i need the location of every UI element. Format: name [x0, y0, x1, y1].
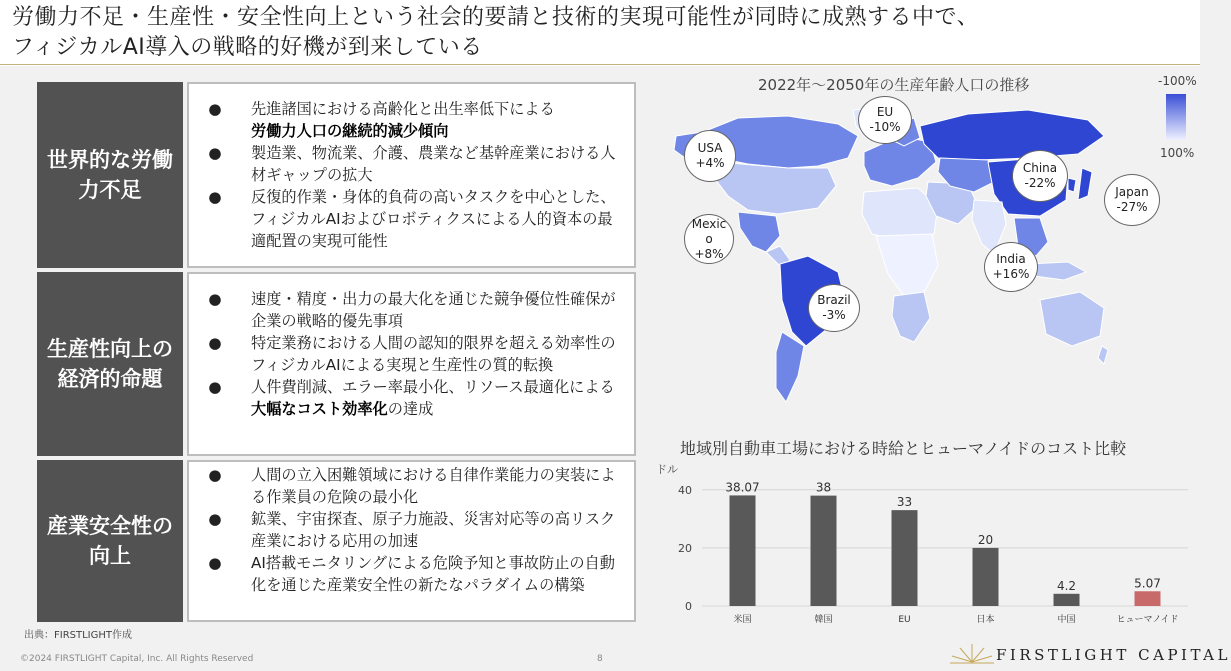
y-tick-label: 40	[678, 483, 692, 497]
bullet-item	[189, 98, 634, 142]
map-legend-top-label: -100%	[1158, 74, 1197, 88]
bullet-text: 人件費削減、エラー率最小化、リソース最適化による	[251, 378, 615, 396]
bubble-region-value: -27%	[1116, 200, 1148, 214]
bullet-text: 人間の立入困難領域における自律作業能力の実装による作業員の危険の最小化	[251, 466, 616, 506]
bullet-text: 先進諸国における高齢化と出生率低下による	[251, 100, 555, 118]
x-category-label: 日本	[976, 615, 995, 625]
row-label-labor-shortage	[37, 82, 183, 268]
bar-value-label: 38	[815, 480, 832, 495]
chart-title: 地域別自動車工場における時給とヒューマノイドのコスト比較	[680, 439, 1127, 458]
bubble-region-name: Mexico	[691, 216, 727, 246]
bullet-list	[189, 98, 634, 252]
map-legend-gradient	[1166, 94, 1186, 140]
row-label-safety	[37, 460, 183, 622]
row-label-text: 世界的な労働力不足	[47, 148, 173, 202]
bullet-dot: ●	[208, 100, 222, 118]
bullet-dot: ●	[208, 554, 222, 572]
x-category-label: 韓国	[814, 615, 833, 625]
y-tick-label: 0	[685, 600, 692, 613]
bullet-item	[189, 508, 634, 552]
map-region-new-zealand	[1098, 346, 1108, 364]
bubble-region-name: Brazil	[817, 293, 851, 307]
x-category-label: 中国	[1057, 615, 1076, 625]
bullet-text: 製造業、物流業、介護、農業など基幹産業における人材ギャップの拡大	[251, 144, 616, 184]
map-region-australia	[1040, 292, 1104, 346]
bullet-bold-text: 大幅なコスト効率化	[251, 400, 388, 418]
cost-comparison-bar-chart	[652, 476, 1192, 626]
bullet-text: 速度・精度・出力の最大化を通じた競争優位性確保が企業の戦略的優先事項	[251, 290, 616, 330]
source-note: 出典：FIRSTLIGHT作成	[24, 630, 133, 641]
bullet-item	[189, 288, 634, 332]
bullet-text: 反復的作業・身体的負荷の高いタスクを中心とした、フィジカルAIおよびロボティクスによる人的資本の最適配置の実現可能性	[251, 188, 616, 250]
page-number: 8	[597, 654, 603, 664]
map-region-mexico	[738, 212, 780, 252]
bullet-text: の達成	[387, 400, 434, 418]
bullet-item	[189, 552, 634, 596]
bubble-region-value: -3%	[822, 308, 846, 322]
map-region-russia	[920, 110, 1104, 160]
bullet-dot: ●	[208, 510, 222, 528]
map-bubble-china	[1012, 150, 1068, 202]
map-bubble-india	[984, 242, 1038, 292]
x-category-label: EU	[898, 615, 911, 625]
copyright-text: ©2024 FIRSTLIGHT Capital, Inc. All Rights Reserved	[20, 654, 254, 664]
bubble-region-value: +16%	[992, 267, 1030, 281]
chart-bar	[1054, 594, 1080, 606]
map-bubble-usa	[684, 130, 736, 182]
bar-value-label: 38.07	[725, 480, 760, 495]
bullet-dot: ●	[208, 144, 222, 162]
bullet-dot: ●	[208, 290, 222, 308]
bullet-list	[189, 288, 634, 420]
bullet-item	[189, 186, 634, 252]
row-label-productivity	[37, 272, 183, 456]
bullet-item	[189, 464, 634, 508]
slide-title-line-1: 労働力不足・生産性・安全性向上という社会的要請と技術的実現可能性が同時に成熟する中で、	[12, 5, 980, 30]
bullet-dot: ●	[208, 188, 222, 206]
bullet-dot: ●	[208, 378, 222, 396]
chart-bar	[811, 496, 837, 606]
bullet-item	[189, 376, 634, 420]
bubble-region-value: -10%	[869, 120, 901, 134]
header	[0, 0, 1200, 66]
bar-value-label: 20	[977, 532, 994, 547]
bubble-region-name: USA	[697, 141, 723, 155]
map-bubble-eu	[858, 96, 912, 144]
bar-value-label: 4.2	[1056, 578, 1077, 593]
header-divider	[0, 64, 1200, 65]
row-content-safety	[187, 460, 636, 622]
bubble-region-name: China	[1022, 161, 1058, 175]
bullet-text: 特定業務における人間の認知的限界を超える効率性のフィジカルAIによる実現と生産性の質的転換	[251, 334, 616, 374]
bubble-region-value: -22%	[1024, 176, 1056, 190]
x-category-label: 米国	[733, 615, 752, 625]
chart-bar	[973, 548, 999, 606]
bubble-region-name: EU	[876, 105, 894, 119]
bullet-item	[189, 142, 634, 186]
map-region-southern-africa	[892, 292, 930, 342]
chart-bar	[892, 510, 918, 606]
map-region-japan	[1078, 168, 1092, 200]
company-logo-text: FIRSTLIGHT CAPITAL	[996, 646, 1231, 664]
bullet-dot: ●	[208, 334, 222, 352]
sunrise-logo-icon	[950, 642, 994, 668]
bubble-region-value: +8%	[694, 246, 724, 261]
map-bubble-japan	[1104, 174, 1160, 226]
map-region-south-america-south	[776, 332, 804, 402]
bubble-region-value: +4%	[695, 156, 725, 170]
bullet-text: AI搭載モニタリングによる危険予知と事故防止の自動化を通じた産業安全性の新たなパラダイムの構築	[251, 554, 615, 594]
bar-value-label: 5.07	[1134, 576, 1161, 591]
bar-value-label: 33	[896, 495, 913, 510]
bubble-region-name: India	[996, 252, 1026, 266]
slide-title-line-2: フィジカルAI導入の戦略的好機が到来している	[12, 35, 483, 60]
map-title: 2022年～2050年の生産年齢人口の推移	[758, 76, 1030, 94]
bullet-dot: ●	[208, 466, 222, 484]
row-label-text: 産業安全性の向上	[47, 514, 173, 568]
row-label-text: 生産性向上の経済的命題	[47, 337, 173, 391]
x-category-label: ヒューマノイド	[1116, 615, 1179, 625]
bullet-list	[189, 464, 634, 596]
bubble-region-name: Japan	[1115, 185, 1149, 199]
map-region-usa	[716, 162, 836, 214]
chart-unit-label: ドル	[656, 463, 678, 476]
row-content-labor-shortage	[187, 82, 636, 268]
map-bubble-brazil	[808, 284, 860, 332]
bullet-bold-text: 労働力人口の継続的減少傾向	[251, 122, 449, 140]
bullet-item	[189, 332, 634, 376]
map-region-korea	[1068, 178, 1076, 192]
bullet-text: 鉱業、宇宙探査、原子力施設、災害対応等の高リスク産業における応用の加速	[251, 510, 616, 550]
row-content-productivity	[187, 272, 636, 456]
chart-bar	[1135, 591, 1161, 606]
map-bubble-mexico	[684, 214, 734, 264]
chart-bar	[730, 495, 756, 606]
map-region-central-africa	[876, 234, 938, 296]
y-tick-label: 20	[678, 541, 692, 555]
map-legend-bottom-label: 100%	[1160, 146, 1195, 160]
